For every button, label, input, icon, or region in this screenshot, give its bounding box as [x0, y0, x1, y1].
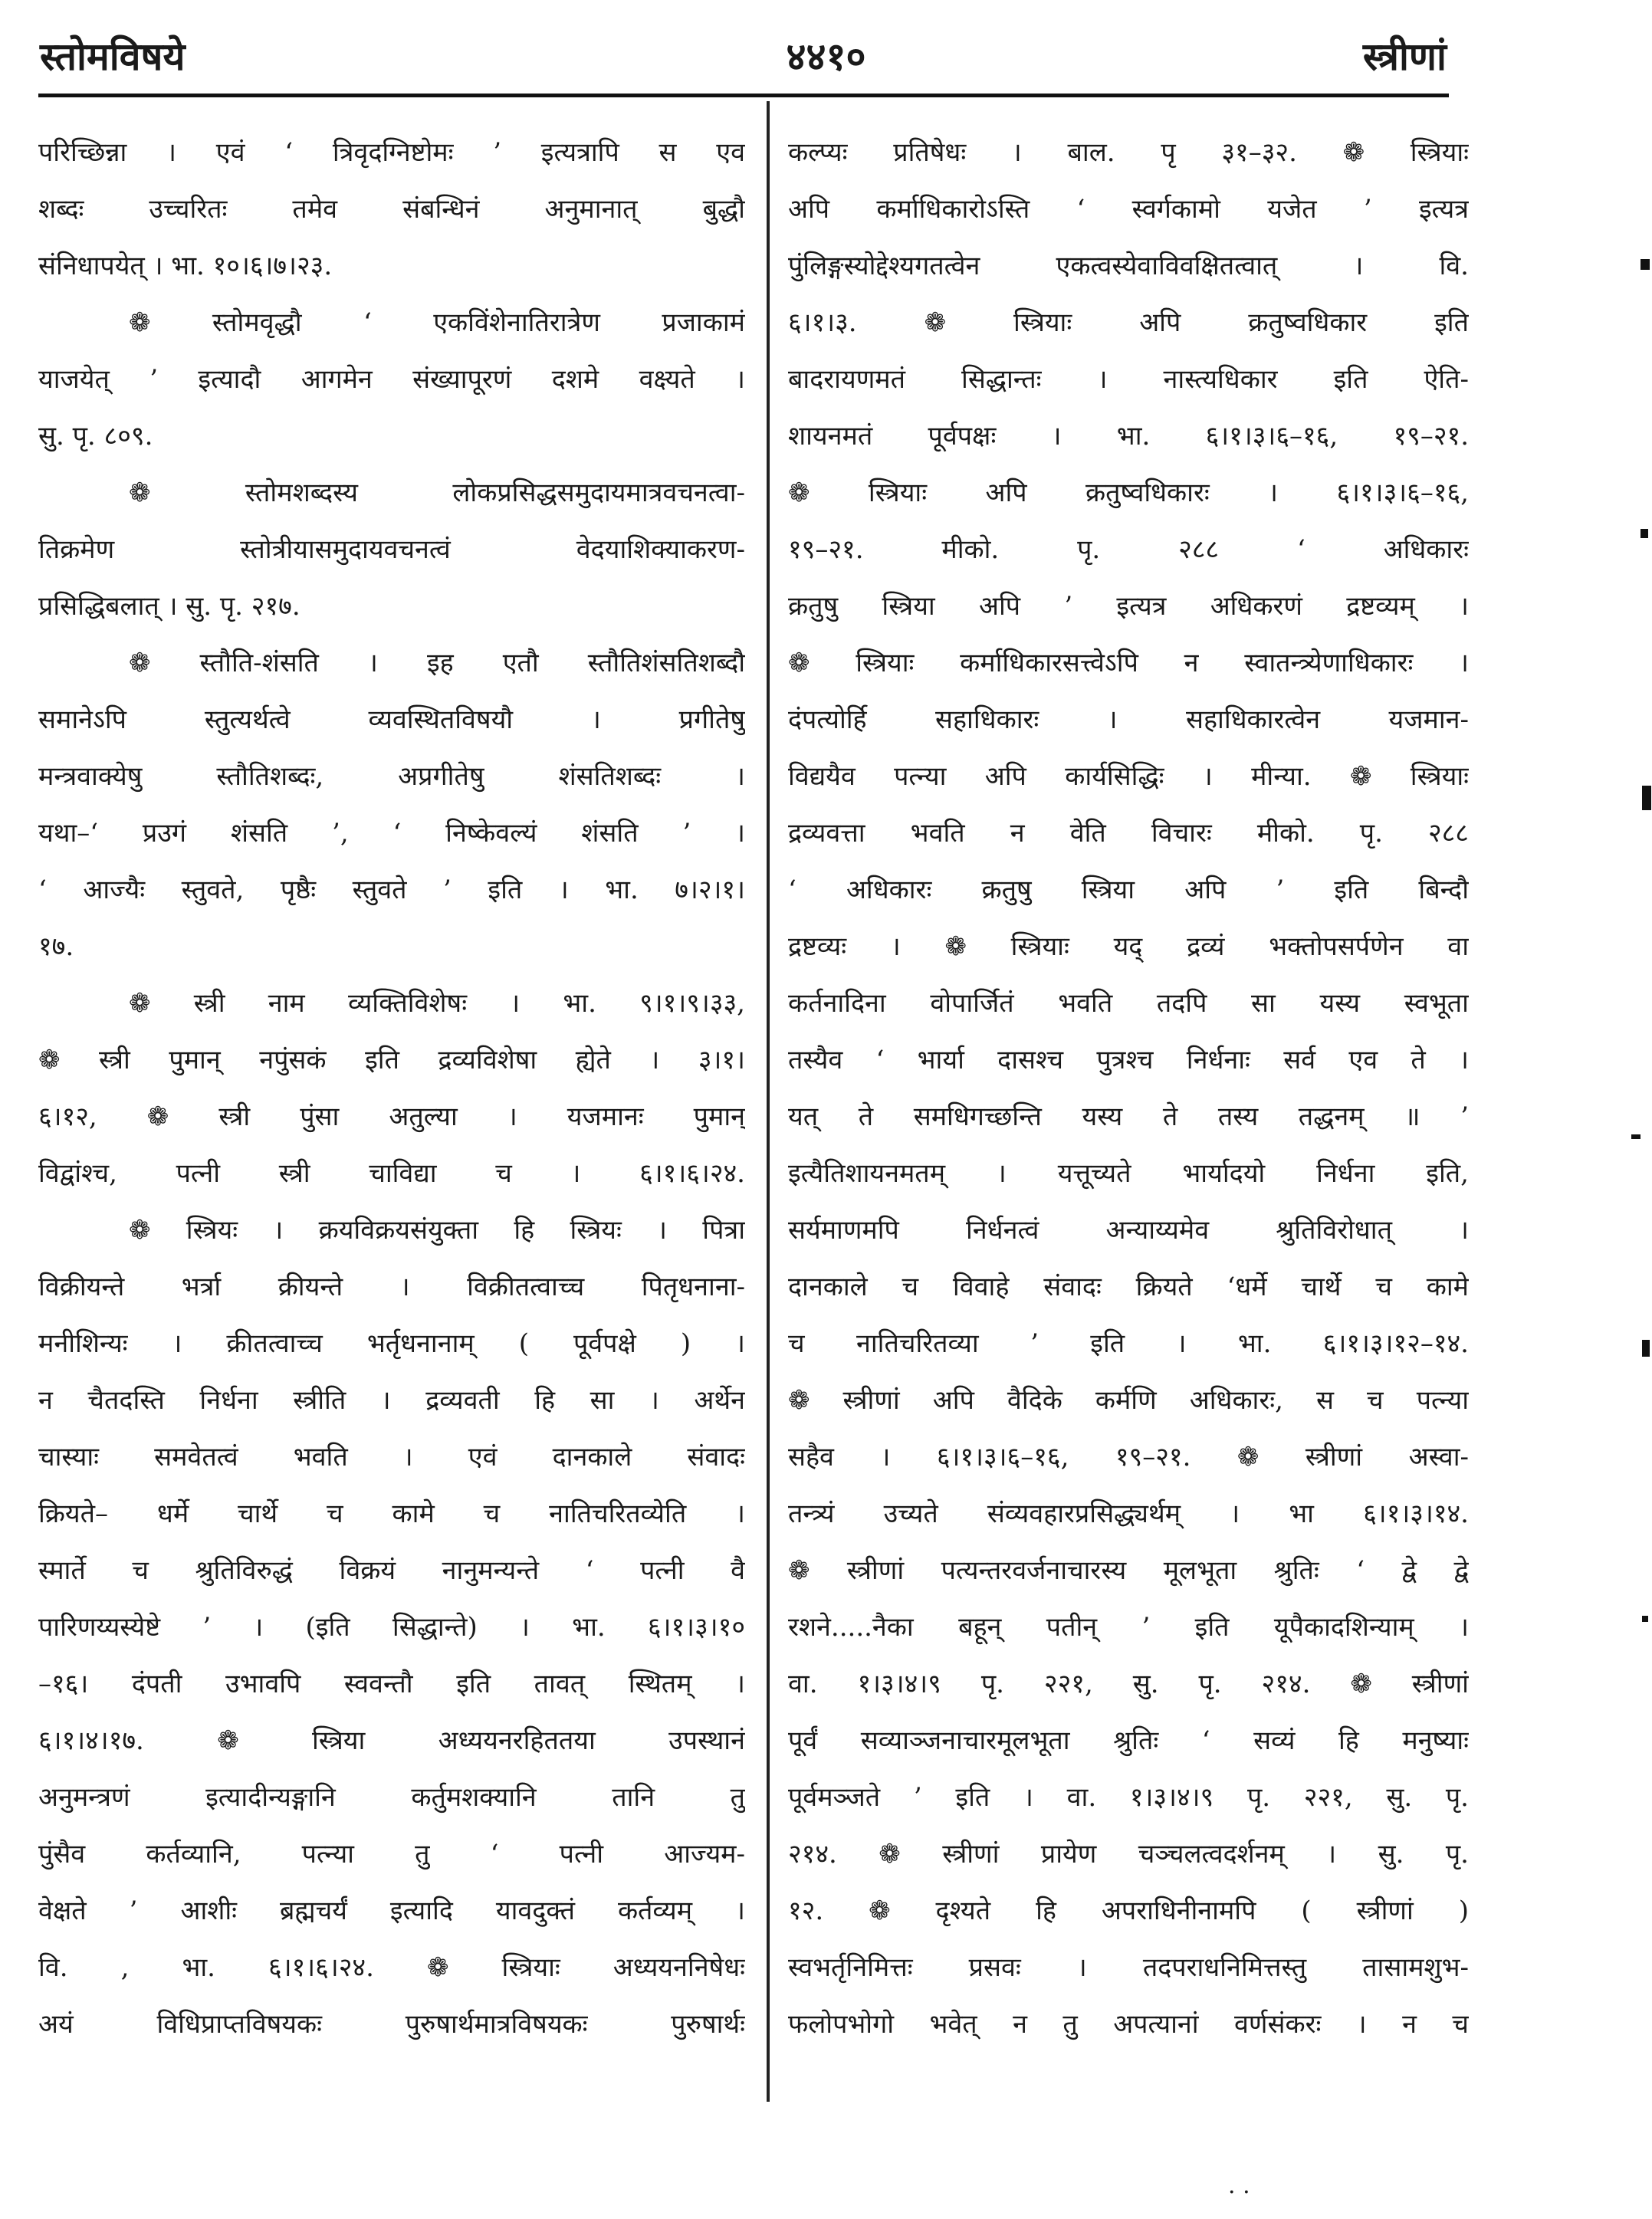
- text-line: परिच्छिन्ना । एवं ‘ त्रिवृदग्निष्टोमः ’ इत्यत्रापि स एव: [38, 137, 745, 168]
- scan-edge-mark: [1642, 1616, 1648, 1622]
- text-line: शब्दः उच्चरितः तमेव संबन्धिनं अनुमानात् बुद्धौ: [38, 194, 745, 225]
- text-line: यथा–‘ प्रउगं शंसति ’, ‘ निष्केवल्यं शंसति ’ ।: [38, 818, 745, 849]
- text-line: कर्तनादिना वोपार्जितं भवति तदपि सा यस्य स्वभूता: [788, 988, 1469, 1019]
- text-line: न चैतदस्ति निर्धना स्त्रीति । द्रव्यवती हि सा । अर्थेन: [38, 1385, 745, 1416]
- scan-edge-mark: [1631, 1134, 1641, 1139]
- running-head-right: स्त्रीणां: [1362, 34, 1447, 79]
- text-line: फलोपभोगो भवेत् न तु अपत्यानां वर्णसंकरः । न च: [788, 2009, 1469, 2040]
- text-line: ❁ स्त्री नाम व्यक्तिविशेषः । भा. ९।१।९।३३,: [129, 988, 745, 1019]
- text-line: ❁ स्त्रीणां पत्यन्तरवर्जनाचारस्य मूलभूता श्रुतिः ‘ द्वे द्वे: [788, 1555, 1469, 1586]
- text-line: शायनमतं पूर्वपक्षः । भा. ६।१।३।६–१६, १९–२१.: [788, 421, 1469, 451]
- column-divider: [767, 101, 770, 2102]
- text-line: ❁ स्त्रीणां अपि वैदिके कर्मणि अधिकारः, स च पत्न्या: [788, 1385, 1469, 1416]
- left-column: [38, 124, 745, 2053]
- text-line: २१४. ❁ स्त्रीणां प्रायेण चञ्चलत्वदर्शनम् । सु. पृ.: [788, 1839, 1469, 1869]
- scan-dots: · ·: [1228, 2179, 1250, 2206]
- text-line: बादरायणमतं सिद्धान्तः । नास्त्यधिकार इति ऐति-: [788, 364, 1469, 395]
- text-line: ६।१।४।१७. ❁ स्त्रिया अध्ययनरहिततया उपस्थानं: [38, 1725, 745, 1756]
- text-line: तन्त्र्यं उच्यते संव्यवहारप्रसिद्ध्यर्थम् । भा ६।१।३।१४.: [788, 1498, 1469, 1529]
- text-line: १२. ❁ दृश्यते हि अपराधिनीनामपि ( स्त्रीणां ): [788, 1896, 1469, 1926]
- text-line: ❁ स्तोमशब्दस्य लोकप्रसिद्धसमुदायमात्रवचनत्वा-: [129, 478, 745, 508]
- text-line: पूर्वमञ्जते ’ इति । वा. १।३।४।९ पृ. २२१, सु. पृ.: [788, 1782, 1469, 1813]
- text-line: ६।१।३. ❁ स्त्रियाः अपि क्रतुष्वधिकार इति: [788, 307, 1469, 338]
- text-line: रशने.....नैका बहून् पतीन् ’ इति यूपैकादशिन्याम् ।: [788, 1612, 1469, 1643]
- text-line: वा. १।३।४।९ पृ. २२१, सु. पृ. २१४. ❁ स्त्रीणां: [788, 1669, 1469, 1699]
- text-line: ‘ अधिकारः क्रतुषु स्त्रिया अपि ’ इति बिन्दौ: [788, 875, 1469, 905]
- header-rule: [38, 94, 1449, 97]
- text-line: सर्यमाणमपि निर्धनत्वं अन्याय्यमेव श्रुतिविरोधात् ।: [788, 1215, 1469, 1246]
- text-line: ❁ स्तौति-शंसति । इह एतौ स्तौतिशंसतिशब्दौ: [129, 648, 745, 678]
- text-line: पुंसैव कर्तव्यानि, पत्न्या तु ‘ पत्नी आज्यम-: [38, 1839, 745, 1869]
- running-head-left: स्तोमविषये: [40, 34, 186, 79]
- text-line: १९–२१. मीको. पृ. २८८ ‘ अधिकारः: [788, 534, 1469, 565]
- text-line: दंपत्योर्हि सहाधिकारः । सहाधिकारत्वेन यजमान-: [788, 704, 1469, 735]
- text-line: अपि कर्माधिकारोऽस्ति ‘ स्वर्गकामो यजेत ’ इत्यत्र: [788, 194, 1469, 225]
- text-line: सहैव । ६।१।३।६–१६, १९–२१. ❁ स्त्रीणां अस्वा-: [788, 1442, 1469, 1472]
- text-line: संनिधापयेत् । भा. १०।६।७।२३.: [38, 251, 333, 281]
- text-line: पूर्वं सव्याञ्जनाचारमूलभूता श्रुतिः ‘ सव्यं हि मनुष्याः: [788, 1725, 1469, 1756]
- text-line: विद्वांश्च, पत्नी स्त्री चाविद्या च । ६।१।६।२४.: [38, 1158, 745, 1189]
- text-line: ❁ स्त्रियाः अपि क्रतुष्वधिकारः । ६।१।३।६–१६,: [788, 478, 1469, 508]
- text-line: मनीशिन्यः । क्रीतत्वाच्च भर्तृधनानाम् ( पूर्वपक्षे ) ।: [38, 1328, 745, 1359]
- text-line: स्मार्ते च श्रुतिविरुद्धं विक्रयं नानुमन्यन्ते ‘ पत्नी वै: [38, 1555, 745, 1586]
- text-line: यत् ते समधिगच्छन्ति यस्य ते तस्य तद्धनम् ॥ ’: [788, 1101, 1469, 1132]
- text-line: इत्यैतिशायनमतम् । यत्तूच्यते भार्यादयो निर्धना इति,: [788, 1158, 1469, 1189]
- text-line: क्रियते– धर्मे चार्थे च कामे च नातिचरितव्येति ।: [38, 1498, 745, 1529]
- scan-edge-mark: [1642, 786, 1651, 810]
- text-line: मन्त्रवाक्येषु स्तौतिशब्दः, अप्रगीतेषु शंसतिशब्दः ।: [38, 761, 745, 792]
- right-column: [788, 124, 1469, 2053]
- text-line: द्रव्यवत्ता भवति न वेति विचारः मीको. पृ. २८८: [788, 818, 1469, 849]
- scan-edge-mark: [1641, 529, 1648, 538]
- text-line: ❁ स्त्रियाः कर्माधिकारसत्त्वेऽपि न स्वातन्त्र्येणाधिकारः ।: [788, 648, 1469, 678]
- text-line: क्रतुषु स्त्रिया अपि ’ इत्यत्र अधिकरणं द्रष्टव्यम् ।: [788, 591, 1469, 622]
- text-line: अयं विधिप्राप्तविषयकः पुरुषार्थमात्रविषयकः पुरुषार्थः: [38, 2009, 745, 2040]
- page-number: ४४१०: [786, 34, 866, 79]
- scan-edge-mark: [1641, 259, 1650, 270]
- text-line: चास्याः समवेतत्वं भवति । एवं दानकाले संवादः: [38, 1442, 745, 1472]
- text-line: पुंलिङ्गस्योद्देश्यगतत्वेन एकत्वस्येवाविवक्षितत्वात् । वि.: [788, 251, 1469, 281]
- text-line: विद्ययैव पत्न्या अपि कार्यसिद्धिः । मीन्या. ❁ स्त्रियाः: [788, 761, 1469, 792]
- text-line: च नातिचरितव्या ’ इति । भा. ६।१।३।१२–१४.: [788, 1328, 1469, 1359]
- text-line: द्रष्टव्यः । ❁ स्त्रियाः यद् द्रव्यं भक्तोपसर्पणेन वा: [788, 931, 1469, 962]
- text-line: विक्रीयन्ते भर्त्रा क्रीयन्ते । विक्रीतत्वाच्च पितृधनाना-: [38, 1272, 745, 1302]
- text-line: समानेऽपि स्तुत्यर्थत्वे व्यवस्थितविषयौ । प्रगीतेषु: [38, 704, 745, 735]
- text-line: कल्प्यः प्रतिषेधः । बाल. पृ ३१–३२. ❁ स्त्रियाः: [788, 137, 1469, 168]
- text-line: स्वभर्तृनिमित्तः प्रसवः । तदपराधनिमित्तस्तु तासामशुभ-: [788, 1952, 1469, 1983]
- text-line: –१६। दंपती उभावपि स्ववन्तौ इति तावत् स्थितम् ।: [38, 1669, 745, 1699]
- text-line: पारिणय्यस्येष्टे ’ । (इति सिद्धान्ते) । भा. ६।१।३।१०: [38, 1612, 745, 1643]
- text-line: वि. , भा. ६।१।६।२४. ❁ स्त्रियाः अध्ययननिषेधः: [38, 1952, 745, 1983]
- text-line: वेक्षते ’ आशीः ब्रह्मचर्यं इत्यादि यावदुक्तं कर्तव्यम् ।: [38, 1896, 745, 1926]
- text-line: याजयेत् ’ इत्यादौ आगमेन संख्यापूरणं दशमे वक्ष्यते ।: [38, 364, 745, 395]
- text-line: ‘ आज्यैः स्तुवते, पृष्ठैः स्तुवते ’ इति । भा. ७।२।१।: [38, 875, 745, 905]
- scan-edge-mark: [1642, 1340, 1650, 1357]
- text-line: १७.: [38, 931, 74, 962]
- text-line: ❁ स्तोमवृद्धौ ‘ एकविंशेनातिरात्रेण प्रजाकामं: [129, 307, 745, 338]
- text-line: सु. पृ. ८०९.: [38, 421, 153, 451]
- text-line: ❁ स्त्री पुमान् नपुंसकं इति द्रव्यविशेषा ह्येते । ३।१।: [38, 1045, 745, 1075]
- text-line: तस्यैव ‘ भार्या दासश्च पुत्रश्च निर्धनाः सर्व एव ते ।: [788, 1045, 1469, 1075]
- text-line: ❁ स्त्रियः । क्रयविक्रयसंयुक्ता हि स्त्रियः । पित्रा: [129, 1215, 745, 1246]
- text-line: दानकाले च विवाहे संवादः क्रियते ‘धर्मे चार्थे च कामे: [788, 1272, 1469, 1302]
- text-line: ६।१२, ❁ स्त्री पुंसा अतुल्या । यजमानः पुमान्: [38, 1101, 745, 1132]
- text-line: अनुमन्त्रणं इत्यादीन्यङ्गानि कर्तुमशक्यानि तानि तु: [38, 1782, 745, 1813]
- text-line: प्रसिद्धिबलात् । सु. पृ. २१७.: [38, 591, 301, 622]
- text-line: तिक्रमेण स्तोत्रीयासमुदायवचनत्वं वेदयाशिक्याकरण-: [38, 534, 745, 565]
